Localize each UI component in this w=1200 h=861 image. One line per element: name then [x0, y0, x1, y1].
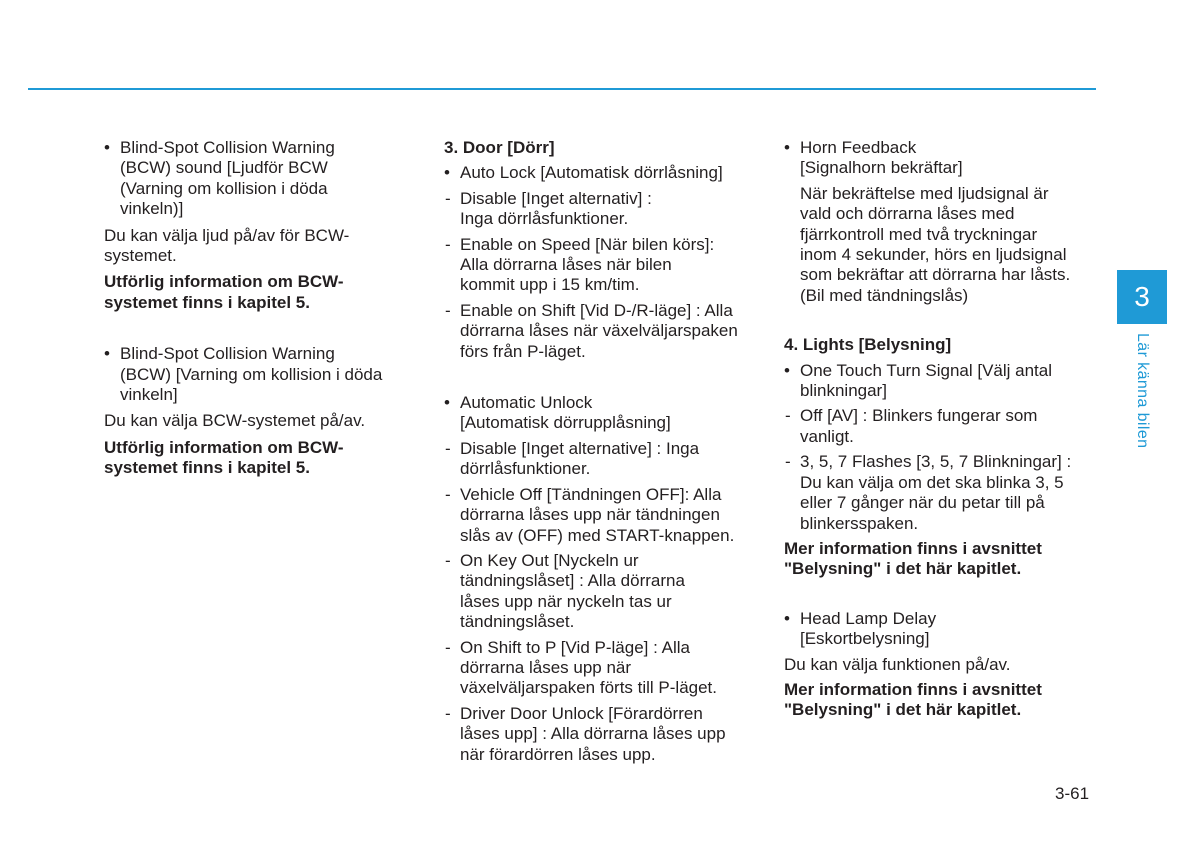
option-line: dörrarna låses när växelväljarspaken: [460, 321, 738, 341]
turn-signal-item: [784, 361, 1097, 402]
horn-feedback-description: [784, 184, 1097, 306]
auto-unlock-option: [444, 485, 757, 546]
lights-heading: 4. Lights [Belysning]: [784, 335, 952, 355]
bcw-sound-item: [104, 138, 417, 220]
bcw-sound-line: vinkeln)]: [120, 199, 184, 219]
option-line: - Vehicle Off [Tändningen OFF]: Alla: [460, 484, 722, 504]
horn-feedback-item: [784, 138, 1097, 179]
note-line: systemet finns i kapitel 5.: [104, 292, 310, 312]
header-rule: [28, 88, 1096, 90]
option-line: när förardörren låses upp.: [460, 744, 656, 764]
option-line: eller 7 gånger när du petar till på: [800, 493, 1045, 513]
head-lamp-item: [784, 609, 1097, 650]
chapter-tab: 3: [1117, 270, 1167, 324]
chapter-title: Lär känna bilen: [1134, 333, 1151, 449]
auto-unlock-option: [444, 638, 757, 699]
auto-unlock-line: [Automatisk dörrupplåsning]: [460, 413, 671, 433]
auto-lock-item: • Auto Lock [Automatisk dörrlåsning]: [444, 163, 757, 183]
column-2: [444, 138, 757, 765]
bcw-line: (BCW) [Varning om kollision i döda: [120, 364, 383, 384]
option-line: Inga dörrlåsfunktioner.: [460, 209, 629, 229]
bcw-sound-line: (Varning om kollision i döda: [120, 178, 328, 198]
bcw-sound-note: [104, 272, 417, 313]
head-lamp-description: Du kan välja funktionen på/av.: [784, 654, 1011, 674]
option-line: Alla dörrarna låses när bilen: [460, 255, 672, 275]
column-3: [784, 138, 1097, 721]
option-line: dörrarna låses upp när tändningen: [460, 505, 720, 525]
door-heading: 3. Door [Dörr]: [444, 138, 555, 157]
horn-line: • Horn Feedback: [800, 138, 917, 157]
note-line: Mer information finns i avsnittet: [784, 538, 1042, 558]
bcw-description: Du kan välja BCW-systemet på/av.: [104, 411, 366, 431]
option-line: slås av (OFF) med START-knappen.: [460, 525, 735, 545]
auto-unlock-option: [444, 439, 757, 480]
option-line: - Enable on Speed [När bilen körs]:: [460, 234, 715, 254]
turn-signal-option: [784, 452, 1097, 534]
bcw-line: • Blind-Spot Collision Warning: [120, 344, 335, 364]
column-1: [104, 138, 417, 479]
note-line: Utförlig information om BCW-: [104, 272, 344, 292]
turn-signal-option: [784, 406, 1097, 447]
horn-line: [Signalhorn bekräftar]: [800, 158, 963, 178]
bcw-note: [104, 438, 417, 479]
option-line: - Off [AV] : Blinkers fungerar som: [800, 406, 1038, 426]
desc-line: som bekräftar att dörrarna har låsts.: [800, 265, 1071, 285]
turn-signal-line: • One Touch Turn Signal [Välj antal: [800, 360, 1053, 380]
option-line: tändningslåset] : Alla dörrarna: [460, 571, 685, 591]
option-line: låses upp] : Alla dörrarna låses upp: [460, 724, 726, 744]
bcw-line: vinkeln]: [120, 385, 178, 405]
option-line: tändningslåset.: [460, 612, 575, 632]
note-line: "Belysning" i det här kapitlet.: [784, 559, 1022, 579]
auto-lock-option: [444, 189, 757, 230]
option-line: låses upp när nyckeln tas ur: [460, 591, 672, 611]
option-line: - On Key Out [Nyckeln ur: [460, 550, 639, 570]
auto-unlock-item: [444, 393, 757, 434]
auto-unlock-option: [444, 704, 757, 765]
option-line: Du kan välja om det ska blinka 3, 5: [800, 472, 1064, 492]
desc-line: vald och dörrarna låses med: [800, 204, 1015, 224]
bcw-sound-line: (BCW) sound [Ljudför BCW: [120, 158, 328, 178]
option-line: kommit upp i 15 km/tim.: [460, 275, 640, 295]
head-lamp-line: • Head Lamp Delay: [800, 608, 937, 628]
auto-unlock-option: [444, 551, 757, 633]
bcw-sound-description: [104, 226, 417, 267]
option-line: dörrlåsfunktioner.: [460, 459, 591, 479]
bcw-item: [104, 344, 417, 405]
auto-unlock-line: • Automatic Unlock: [460, 393, 593, 413]
head-lamp-note: [784, 680, 1097, 721]
option-line: - Disable [Inget alternativ] :: [460, 188, 652, 208]
option-line: - 3, 5, 7 Flashes [3, 5, 7 Blinkningar] :: [800, 452, 1072, 472]
desc-line: systemet.: [104, 246, 177, 266]
turn-signal-note: [784, 539, 1097, 580]
desc-line: fjärrkontroll med två tryckningar: [800, 224, 1038, 244]
bcw-sound-line: • Blind-Spot Collision Warning: [120, 138, 335, 157]
desc-line: (Bil med tändningslås): [800, 285, 969, 305]
option-line: dörrarna låses upp när: [460, 657, 632, 677]
option-line: - Disable [Inget alternative] : Inga: [460, 438, 700, 458]
desc-line: Du kan välja ljud på/av för BCW-: [104, 225, 350, 245]
option-line: vanligt.: [800, 426, 854, 446]
auto-lock-option: [444, 235, 757, 296]
note-line: Mer information finns i avsnittet: [784, 679, 1042, 699]
option-line: - Driver Door Unlock [Förardörren: [460, 703, 703, 723]
option-line: växelväljarspaken förts till P-läget.: [460, 678, 718, 698]
turn-signal-line: blinkningar]: [800, 381, 887, 401]
page-number: 3-61: [1055, 784, 1090, 803]
note-line: "Belysning" i det här kapitlet.: [784, 700, 1022, 720]
desc-line: inom 4 sekunder, hörs en ljudsignal: [800, 245, 1067, 265]
option-line: blinkersspaken.: [800, 513, 919, 533]
note-line: systemet finns i kapitel 5.: [104, 458, 310, 478]
option-line: - Enable on Shift [Vid D-/R-läge] : Alla: [460, 300, 733, 320]
option-line: förs från P-läget.: [460, 341, 586, 361]
desc-line: När bekräftelse med ljudsignal är: [800, 183, 1049, 203]
head-lamp-line: [Eskortbelysning]: [800, 629, 930, 649]
option-line: - On Shift to P [Vid P-läge] : Alla: [460, 637, 690, 657]
note-line: Utförlig information om BCW-: [104, 437, 344, 457]
auto-lock-option: [444, 301, 757, 362]
